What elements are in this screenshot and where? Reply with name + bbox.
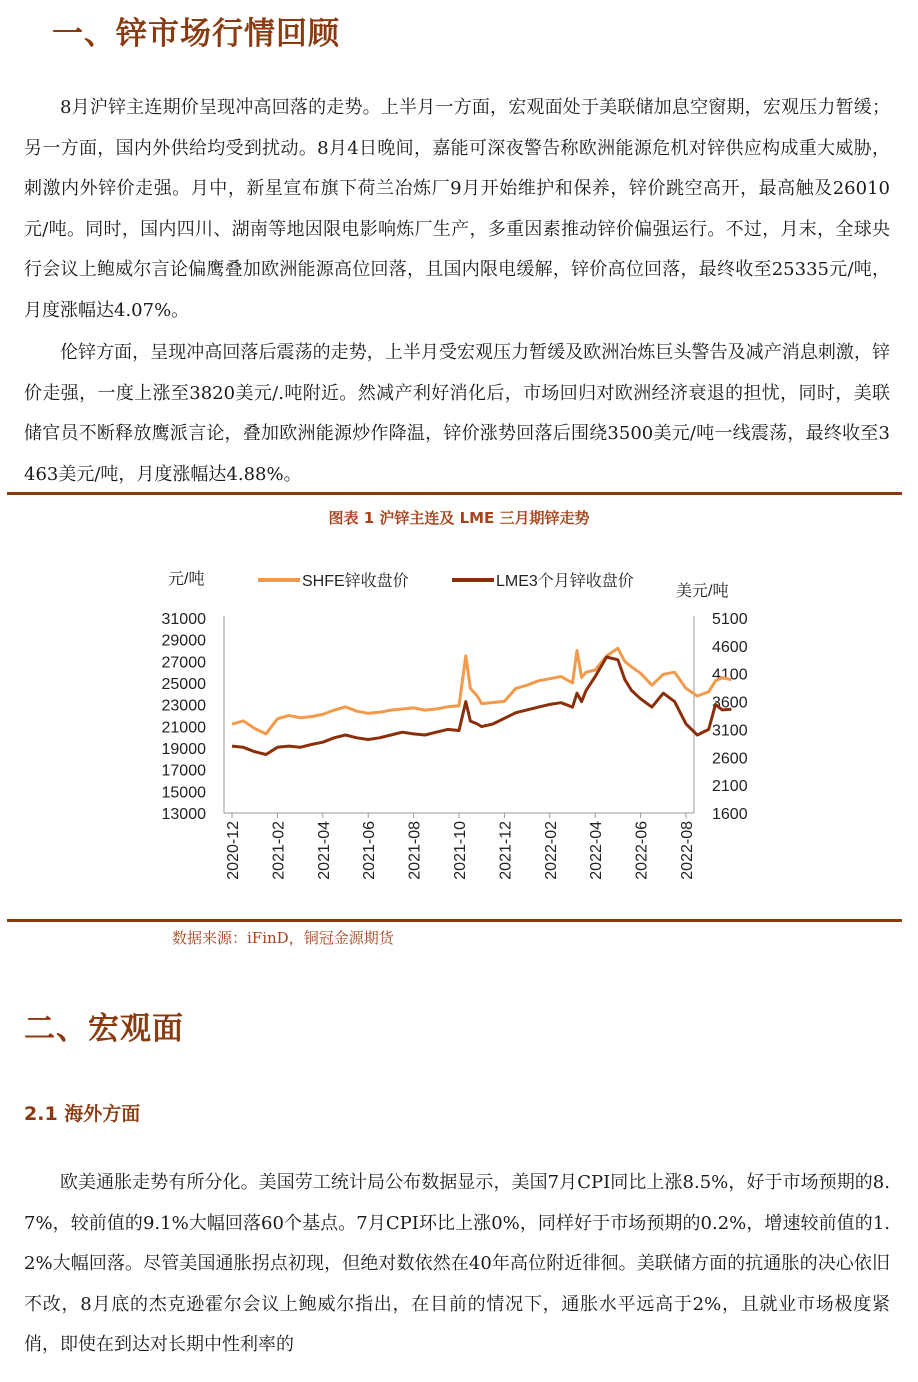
y-left-ticks: [162, 611, 207, 823]
y-left-tick-label: 21000: [161, 719, 206, 737]
x-tick-label: 2022-06: [633, 821, 651, 880]
figure-caption: 图表 1 沪锌主连及 LME 三月期锌走势: [328, 509, 590, 527]
x-tick-label: 2022-02: [542, 821, 560, 880]
legend-shfe-label: SHFE锌收盘价: [302, 573, 409, 590]
x-tick-label: 2021-12: [497, 821, 515, 880]
section1-paragraph-2: 伦锌方面，呈现冲高回落后震荡的走势，上半月受宏观压力暂缓及欧洲冶炼巨头警告及减产消息刺激，锌价走强，一度上涨至3820美元/.吨附近。然减产利好消化后，市场回归对欧洲经济衰退的担忧，同时，美联储官员不断释放鹰派言论，叠加欧洲能源炒作降温，锌价涨势回落后围绕3500美元/吨一线震荡，最终收至3463美元/吨，月度涨幅达4.88%。: [24, 342, 890, 485]
y-right-tick-label: 3100: [712, 722, 748, 740]
y-right-tick-label: 2600: [712, 750, 748, 768]
y-left-tick-label: 15000: [161, 784, 206, 802]
x-tick-label: 2021-06: [361, 821, 379, 880]
x-tick-label: 2021-04: [315, 821, 333, 880]
y-left-tick-label: 29000: [161, 632, 206, 650]
section2-subtitle: 2.1 海外方面: [24, 1103, 141, 1125]
x-tick-label: 2022-04: [588, 821, 606, 880]
figure-top-rule: [7, 492, 902, 495]
y-right-tick-label: 4100: [712, 666, 748, 684]
y-right-tick-label: 3600: [712, 694, 748, 712]
section1-title: 一、锌市场行情回顾: [52, 16, 340, 52]
y-right-label: 美元/吨: [676, 583, 729, 600]
y-left-tick-label: 25000: [161, 676, 206, 693]
x-tick-label: 2021-10: [452, 821, 469, 880]
series-line-lme: [232, 657, 731, 755]
x-tick-label: 2021-02: [270, 821, 288, 880]
x-tick-label: 2020-12: [225, 821, 242, 880]
x-tick-label: 2022-08: [679, 821, 696, 880]
zinc-price-chart: [140, 560, 760, 905]
y-right-tick-label: 5100: [712, 611, 748, 628]
y-right-tick-label: 2100: [712, 778, 748, 796]
legend-lme-label: LME3个月锌收盘价: [496, 573, 634, 590]
x-ticks: [225, 813, 696, 880]
section2-paragraph-1: 欧美通胀走势有所分化。美国劳工统计局公布数据显示，美国7月CPI同比上涨8.5%，好于市场预期的8.7%，较前值的9.1%大幅回落60个基点。7月CPI环比上涨0%，同样好于市场预期的0.2%，增速较前值的1.2%大幅回落。尽管美国通胀拐点初现，但绝对数依然在40年高位附近徘徊。美联储方面的抗通胀的决心依旧不改，8月底的杰克逊霍尔会议上鲍威尔指出，在目前的情况下，通胀水平远高于2%，且就业市场极度紧俏，即使在到达对长期中性利率的: [24, 1172, 890, 1355]
figure-bottom-rule: [7, 919, 902, 922]
y-right-tick-label: 4600: [712, 638, 748, 656]
x-tick-label: 2021-08: [406, 821, 424, 880]
y-left-tick-label: 13000: [161, 806, 206, 823]
section1-paragraph-1: 8月沪锌主连期价呈现冲高回落的走势。上半月一方面，宏观面处于美联储加息空窗期，宏观压力暂缓；另一方面，国内外供给均受到扰动。8月4日晚间，嘉能可深夜警告称欧洲能源危机对锌供应构成重大威胁，刺激内外锌价走强。月中，新星宣布旗下荷兰冶炼厂9月开始维护和保养，锌价跳空高开，最高触及26010元/吨。同时，国内四川、湖南等地因限电影响炼厂生产，多重因素推动锌价偏强运行。不过，月末，全球央行会议上鲍威尔言论偏鹰叠加欧洲能源高位回落，且国内限电缓解，锌价高位回落，最终收至25335元/吨，月度涨幅达4.07%。: [24, 97, 890, 321]
y-left-tick-label: 23000: [161, 697, 206, 715]
y-left-label: 元/吨: [168, 571, 205, 588]
figure-source: 数据来源：iFinD，铜冠金源期货: [172, 929, 394, 947]
legend: [258, 572, 634, 590]
y-left-tick-label: 19000: [161, 741, 206, 758]
y-left-tick-label: 17000: [161, 762, 206, 780]
y-left-tick-label: 27000: [161, 654, 206, 672]
section2-title: 二、宏观面: [24, 1011, 184, 1047]
y-left-tick-label: 31000: [161, 611, 206, 628]
series-line-shfe: [232, 648, 731, 734]
y-right-ticks: [712, 611, 748, 823]
y-right-tick-label: 1600: [712, 806, 748, 823]
